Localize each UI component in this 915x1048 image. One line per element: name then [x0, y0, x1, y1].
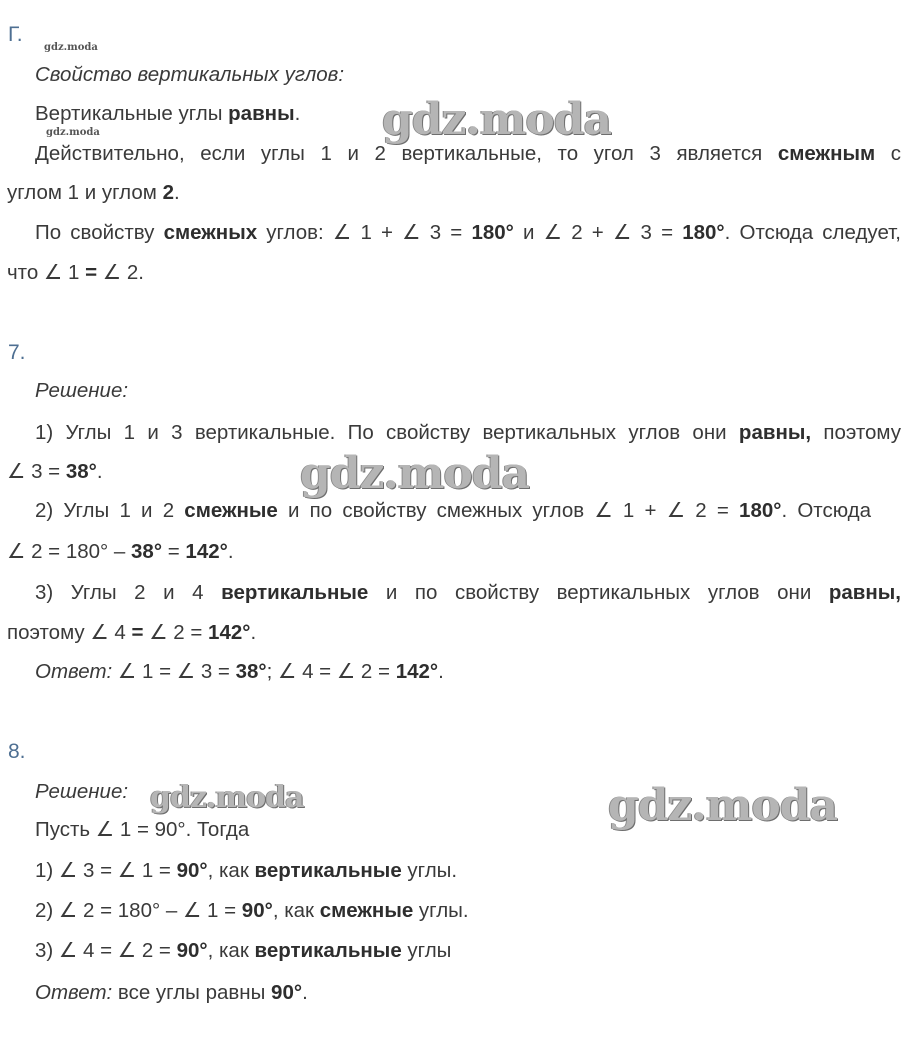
text-line: 1) Углы 1 и 3 вертикальные. По свойству вертикальных углов они равны, поэтому	[35, 421, 901, 444]
text-line: 3) Углы 2 и 4 вертикальные и по свойству вертикальных углов они равны,	[35, 581, 901, 604]
text-line: 2) ∠ 2 = 180° – ∠ 1 = 90°, как смежные углы.	[35, 899, 469, 922]
text-line: 3) ∠ 4 = ∠ 2 = 90°, как вертикальные углы	[35, 939, 452, 962]
text-line: углом 1 и углом 2.	[7, 181, 180, 204]
watermark-large: gdz.moda	[300, 448, 530, 499]
section-title: Свойство вертикальных углов:	[35, 63, 345, 86]
text-line: 1) ∠ 3 = ∠ 1 = 90°, как вертикальные углы.	[35, 859, 458, 882]
solution-label: Решение:	[35, 379, 129, 402]
watermark-large: gdz.moda	[382, 94, 612, 145]
section-heading: 7.	[8, 341, 26, 364]
watermark-large: gdz.moda	[608, 780, 838, 831]
text-line: ∠ 2 = 180° – 38° = 142°.	[7, 540, 234, 563]
watermark-small: gdz.moda	[44, 42, 98, 53]
solution-label: Решение:	[35, 780, 129, 803]
watermark-small: gdz.moda	[46, 127, 100, 138]
watermark-medium: gdz.moda	[150, 780, 304, 815]
text-line: что ∠ 1 = ∠ 2.	[7, 261, 144, 284]
text-line: 2) Углы 1 и 2 смежные и по свойству смежных углов ∠ 1 + ∠ 2 = 180°. Отсюда	[35, 499, 871, 522]
text-line: поэтому ∠ 4 = ∠ 2 = 142°.	[7, 621, 257, 644]
answer-line: Ответ: все углы равны 90°.	[35, 981, 308, 1004]
section-heading: 8.	[8, 740, 26, 763]
text-line: Действительно, если углы 1 и 2 вертикальные, то угол 3 является смежным с	[35, 142, 901, 165]
text-line: Вертикальные углы равны.	[35, 102, 301, 125]
answer-line: Ответ: ∠ 1 = ∠ 3 = 38°; ∠ 4 = ∠ 2 = 142°.	[35, 660, 444, 683]
section-heading: Г.	[8, 23, 23, 46]
text-line: Пусть ∠ 1 = 90°. Тогда	[35, 818, 250, 841]
text-line: ∠ 3 = 38°.	[7, 460, 103, 483]
text-line: По свойству смежных углов: ∠ 1 + ∠ 3 = 180° и ∠ 2 + ∠ 3 = 180°. Отсюда следует,	[35, 221, 901, 244]
